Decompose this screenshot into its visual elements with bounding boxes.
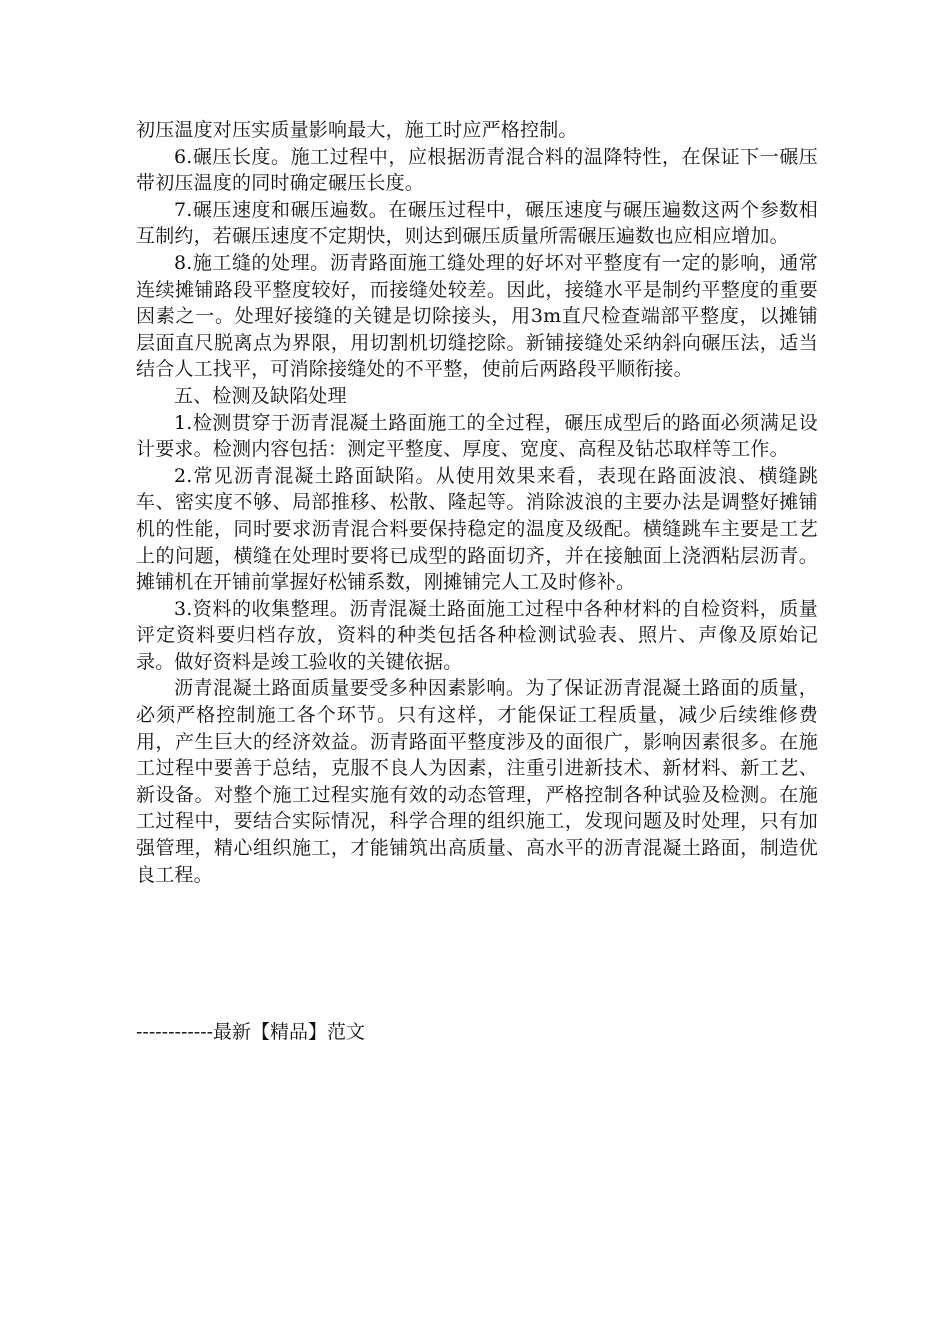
paragraph-records: 3.资料的收集整理。沥青混凝土路面施工过程中各种材料的自检资料，质量评定资料要归档存放，资料的种类包括各种检测试验表、照片、声像及原始记录。做好资料是竣工验收的关键依据。 xyxy=(136,597,818,673)
paragraph-inspection: 1.检测贯穿于沥青混凝土路面施工的全过程，碾压成型后的路面必须满足设计要求。检测内容包括：测定平整度、厚度、宽度、高程及钻芯取样等工作。 xyxy=(136,411,818,461)
paragraph-construction-joint: 8.施工缝的处理。沥青路面施工缝处理的好坏对平整度有一定的影响，通常连续摊铺路段平整度较好，而接缝处较差。因此，接缝水平是制约平整度的重要因素之一。处理好接缝的关键是切除接头，用3m直尺检查端部平整度，以摊铺层面直尺脱离点为界限，用切割机切缝挖除。新铺接缝处采纳斜向碾压法，适当结合人工找平，可消除接缝处的不平整，使前后两路段平顺衔接。 xyxy=(136,251,818,381)
document-body xyxy=(136,117,818,888)
footer-text: ------------最新【精品】范文 xyxy=(136,1021,366,1043)
paragraph-rolling-length: 6.碾压长度。施工过程中，应根据沥青混合料的温降特性，在保证下一碾压带初压温度的同时确定碾压长度。 xyxy=(136,145,818,195)
paragraph-continuation: 初压温度对压实质量影响最大，施工时应严格控制。 xyxy=(136,119,578,141)
paragraph-conclusion: 沥青混凝土路面质量要受多种因素影响。为了保证沥青混凝土路面的质量，必须严格控制施工各个环节。只有这样，才能保证工程质量，减少后续维修费用，产生巨大的经济效益。沥青路面平整度涉及的面很广，影响因素很多。在施工过程中要善于总结，克服不良人为因素，注重引进新技术、新材料、新工艺、新设备。对整个施工过程实施有效的动态管理，严格控制各种试验及检测。在施工过程中，要结合实际情况，科学合理的组织施工，发现问题及时处理，只有加强管理，精心组织施工，才能铺筑出高质量、高水平的沥青混凝土路面，制造优良工程。 xyxy=(136,677,818,886)
paragraph-defects: 2.常见沥青混凝土路面缺陷。从使用效果来看，表现在路面波浪、横缝跳车、密实度不够、局部推移、松散、隆起等。消除波浪的主要办法是调整好摊铺机的性能，同时要求沥青混合料要保持稳定的温度及级配。横缝跳车主要是工艺上的问题，横缝在处理时要将已成型的路面切齐，并在接触面上浇洒粘层沥青。摊铺机在开铺前掌握好松铺系数，刚摊铺完人工及时修补。 xyxy=(136,464,818,594)
section-heading-inspection: 五、检测及缺陷处理 xyxy=(174,384,347,407)
paragraph-rolling-speed: 7.碾压速度和碾压遍数。在碾压过程中，碾压速度与碾压遍数这两个参数相互制约，若碾压速度不定期快，则达到碾压质量所需碾压遍数也应相应增加。 xyxy=(136,198,818,248)
